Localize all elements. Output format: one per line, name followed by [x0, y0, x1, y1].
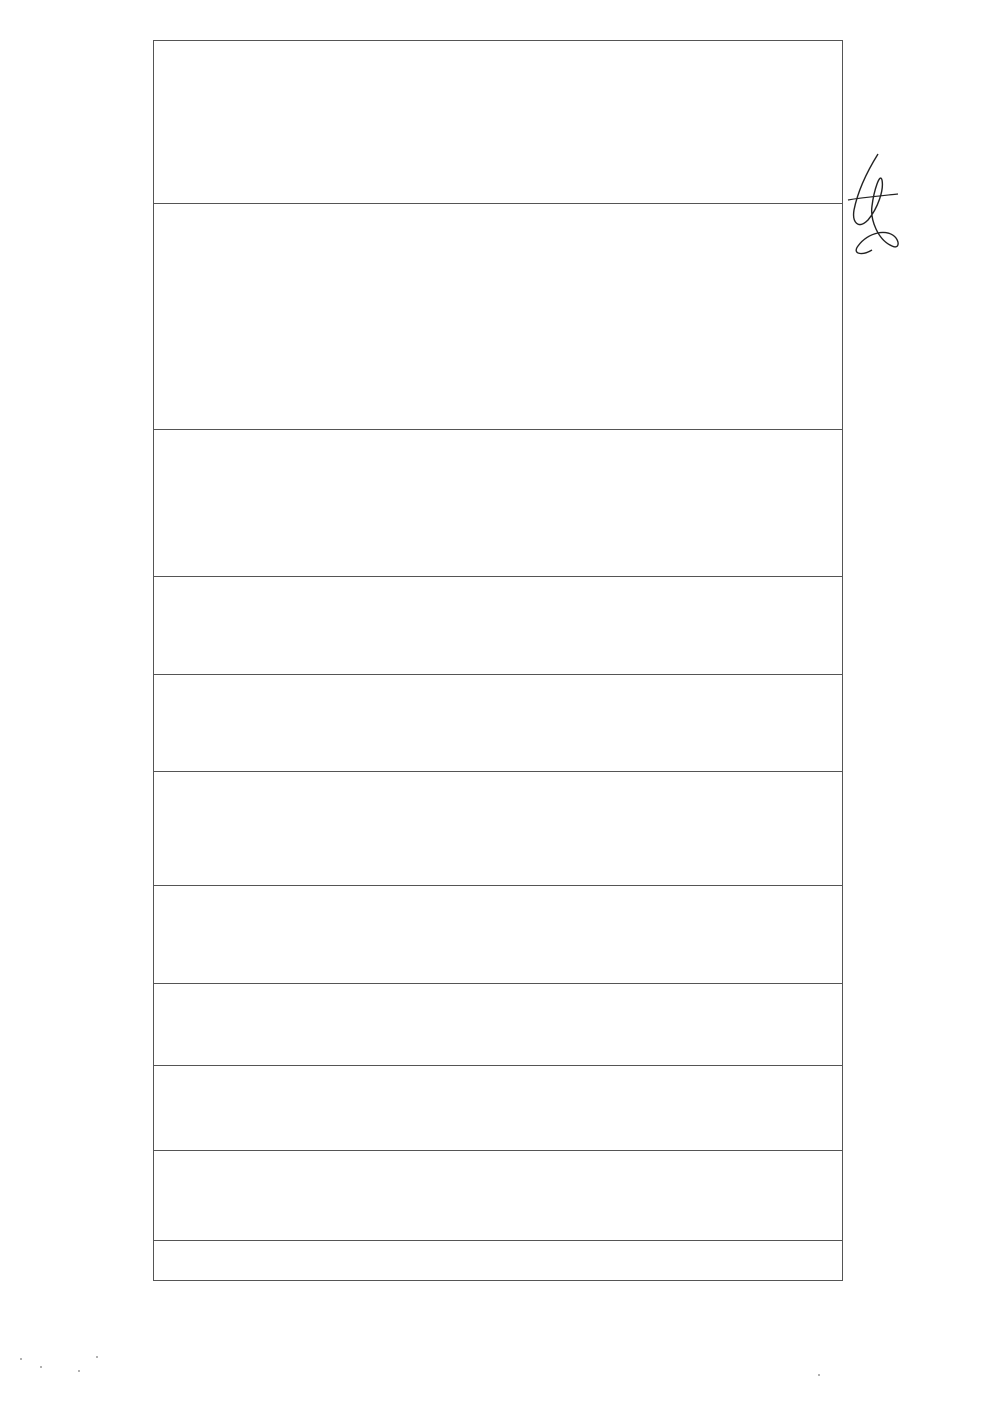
- cell-empty: [154, 772, 843, 886]
- cell-empty: [154, 984, 843, 1066]
- continuation-comment: [154, 204, 843, 430]
- scan-speck: [96, 1356, 98, 1358]
- cell-empty: [154, 1241, 843, 1281]
- cell-empty: [154, 577, 843, 675]
- table-continuation-row: [154, 41, 843, 1281]
- cell-empty: [154, 886, 843, 984]
- cell-empty: [154, 1151, 843, 1241]
- scan-speck: [818, 1374, 820, 1376]
- scan-speck: [40, 1366, 42, 1368]
- bid-evaluation-table: [153, 40, 843, 1281]
- bid-evaluation-table-rotated: [153, 41, 843, 1281]
- cell-empty: [154, 41, 843, 204]
- scan-speck: [20, 1358, 22, 1360]
- scan-speck: [78, 1370, 80, 1372]
- cell-empty: [154, 430, 843, 577]
- cell-empty: [154, 675, 843, 772]
- cell-empty: [154, 1066, 843, 1151]
- handwritten-signature: [838, 150, 904, 258]
